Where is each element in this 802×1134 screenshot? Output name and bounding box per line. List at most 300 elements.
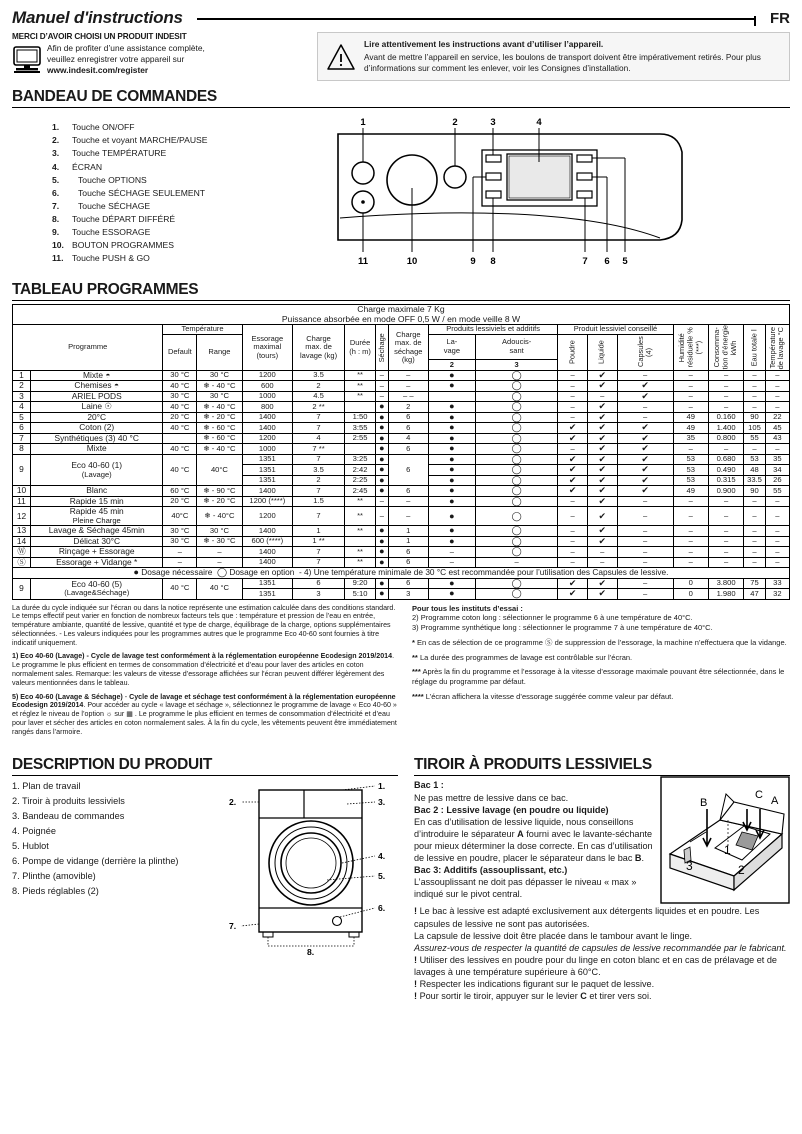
cell-dry-load: 3 xyxy=(388,589,428,600)
cell-spin: 1351 xyxy=(242,465,292,476)
cell-wash-load: 2 xyxy=(293,475,345,486)
filled-circle-icon: ● xyxy=(449,474,455,485)
cell-duration: 5:10 xyxy=(345,589,376,600)
filled-circle-icon: ● xyxy=(449,535,455,546)
cell-humidity: – xyxy=(673,536,708,547)
item-label: Touche DÉPART DIFFÉRÉ xyxy=(72,214,176,225)
cell-softener xyxy=(475,433,557,444)
check-icon: ✔ xyxy=(641,380,649,391)
cell-powder xyxy=(558,475,588,486)
cell-wash-temp: 22 xyxy=(765,412,789,423)
svg-text:2: 2 xyxy=(452,117,458,129)
cell-wash-load: 6 xyxy=(293,578,345,589)
cell-range: 30 °C xyxy=(197,391,242,402)
table-row xyxy=(13,370,790,381)
dry-level-icon: ☼ xyxy=(105,710,113,719)
wool-icon: ☉ xyxy=(104,401,112,412)
open-circle-icon: ◯ xyxy=(511,510,522,521)
description-item-1: 1. Plan de travail xyxy=(12,781,81,792)
cell-wash-detergent xyxy=(428,536,475,547)
filled-circle-icon: ● xyxy=(379,401,385,412)
open-circle-icon: ◯ xyxy=(511,369,522,380)
cell-program-name: Laine ☉ xyxy=(31,402,163,413)
cell-drying xyxy=(376,444,389,455)
check-icon: ✔ xyxy=(568,485,577,496)
cell-softener xyxy=(475,412,557,423)
check-icon: ✔ xyxy=(641,432,649,443)
cell-wash-temp: 26 xyxy=(765,475,789,486)
filled-circle-icon: ● xyxy=(449,577,455,588)
cell-humidity: 0 xyxy=(673,589,708,600)
cell-index: 9 xyxy=(13,578,31,599)
cell-drying xyxy=(376,547,389,558)
check-icon: ✔ xyxy=(598,432,607,443)
filled-circle-icon: ● xyxy=(379,474,385,485)
open-circle-icon: ◯ xyxy=(511,401,522,412)
cell-energy: 0.800 xyxy=(708,433,743,444)
cell-duration: ** xyxy=(345,381,376,392)
th-detergents-group: Produits lessiviels et additifs xyxy=(428,325,558,334)
cell-liquid xyxy=(587,454,617,465)
item-number: 4. xyxy=(52,161,60,172)
programs-table xyxy=(12,304,790,599)
open-circle-icon: ◯ xyxy=(511,474,522,485)
control-panel-item-10 xyxy=(52,239,330,252)
note-star-3: *** Après la fin du programme et l’essorage à la vitesse d’essorage maximale pouvant être sélectionnée, dans le réglage du programme par défaut. xyxy=(412,667,785,687)
cell-index: 11 xyxy=(13,496,31,507)
caption-max-load: Charge maximale 7 Kg xyxy=(13,305,790,315)
description-item-3: 3. Bandeau de commandes xyxy=(12,811,125,822)
cell-default xyxy=(163,433,197,444)
th-num-3: 3 xyxy=(475,359,557,370)
item-number: 8. xyxy=(52,214,60,225)
cell-spin: 1400 xyxy=(242,486,292,497)
cell-humidity: 53 xyxy=(673,475,708,486)
cell-energy: 1.400 xyxy=(708,423,743,434)
check-icon: ✔ xyxy=(641,464,649,475)
divider xyxy=(12,107,790,108)
cell-softener xyxy=(475,536,557,547)
cell-water: 33.5 xyxy=(744,475,766,486)
bullet-4b: et tirer vers soi. xyxy=(586,991,652,1002)
cell-duration xyxy=(345,444,376,455)
cell-dry-load: 1 xyxy=(388,536,428,547)
cell-spin: 1200 (****) xyxy=(242,496,292,507)
open-circle-icon: ◯ xyxy=(511,432,522,443)
cell-program-name: 20°C xyxy=(31,412,163,423)
th-humidity: Humidité résiduelle % (***) xyxy=(673,325,708,370)
cell-energy: 0.315 xyxy=(708,475,743,486)
cell-default: 20 °C xyxy=(163,496,197,507)
cell-water: – xyxy=(744,536,766,547)
item-label: Touche PUSH & GO xyxy=(72,253,150,264)
cell-wash-detergent xyxy=(428,526,475,537)
cell-powder xyxy=(558,454,588,465)
svg-text:1: 1 xyxy=(360,117,366,129)
table-row xyxy=(13,454,790,465)
note-star-1: * En cas de sélection de ce programme Ⓢ de suppression de l’essorage, la machine n’effectuera que la vidange. xyxy=(412,637,787,647)
cell-wash-temp: – xyxy=(765,557,789,568)
cell-default: 40 °C xyxy=(163,444,197,455)
cell-capsules xyxy=(617,475,673,486)
cell-powder xyxy=(558,486,588,497)
check-icon: ✔ xyxy=(641,453,649,464)
cell-range: 40°C xyxy=(197,454,242,486)
filled-circle-icon: ● xyxy=(379,411,385,422)
cell-dry-load: 2 xyxy=(388,402,428,413)
svg-text:B: B xyxy=(700,797,708,810)
item-number: 6. xyxy=(52,187,60,198)
bullet-icon: ! xyxy=(414,906,418,917)
cell-index: 12 xyxy=(13,507,31,526)
cell-program-name: Rapide 45 min Pleine Charge xyxy=(31,507,163,526)
cell-humidity: – xyxy=(673,381,708,392)
bullet-1b: La capsule de lessive doit être placée dans le tambour avant le linge. xyxy=(414,930,693,941)
cell-powder: – xyxy=(558,391,588,402)
cell-wash-detergent xyxy=(428,496,475,507)
cell-index: 7 xyxy=(13,433,31,444)
description-item-7: 7. Plinthe (amovible) xyxy=(12,870,96,881)
cell-humidity: 0 xyxy=(673,578,708,589)
cell-powder: – xyxy=(558,507,588,526)
description-item-2: 2. Tiroir à produits lessiviels xyxy=(12,796,125,807)
svg-text:6.: 6. xyxy=(378,903,386,914)
cell-liquid xyxy=(587,507,617,526)
cell-range: ❄ - 40 °C xyxy=(197,444,242,455)
cell-water: 75 xyxy=(744,578,766,589)
register-line-1: Afin de profiter d’une assistance complète, xyxy=(47,43,205,53)
cell-liquid xyxy=(587,402,617,413)
bac2-title: Bac 2 : Lessive lavage (en poudre ou liquide) xyxy=(414,804,609,815)
cell-wash-temp: 55 xyxy=(765,486,789,497)
cell-water: 47 xyxy=(744,589,766,600)
program-sub: (Lavage) xyxy=(81,469,112,479)
check-icon: ✔ xyxy=(598,401,607,412)
filled-circle-icon: ● xyxy=(449,432,455,443)
cell-water: – xyxy=(744,370,766,381)
cell-liquid xyxy=(587,536,617,547)
th-wash-temp: Température de lavage °C xyxy=(765,325,789,370)
cell-humidity: 53 xyxy=(673,454,708,465)
cell-drying xyxy=(376,526,389,537)
cell-spin: 1351 xyxy=(242,475,292,486)
check-icon: ✔ xyxy=(598,411,607,422)
cell-program-name: Lavage & Séchage 45min xyxy=(31,526,163,537)
filled-circle-icon: ● xyxy=(449,411,455,422)
th-programme: Programme xyxy=(13,325,163,370)
bullet-icon: ! xyxy=(414,979,418,990)
cell-capsules: – xyxy=(617,402,673,413)
cell-index: 1 xyxy=(13,370,31,381)
control-panel-item-8 xyxy=(52,213,330,226)
divider xyxy=(12,300,790,301)
cell-index: 9 xyxy=(13,454,31,486)
cell-default: 30 °C xyxy=(163,536,197,547)
table-row xyxy=(13,391,790,402)
cell-softener xyxy=(475,486,557,497)
cell-liquid xyxy=(587,433,617,444)
cell-capsules: – xyxy=(617,547,673,558)
check-icon: ✔ xyxy=(598,443,607,454)
cell-range: ❄ - 20 °C xyxy=(197,496,242,507)
cell-range: ❄ - 40 °C xyxy=(197,402,242,413)
cell-wash-detergent: – xyxy=(428,557,475,568)
check-icon: ✔ xyxy=(568,577,577,588)
table-row xyxy=(13,381,790,392)
open-circle-icon: ◯ xyxy=(511,588,522,599)
cell-powder: – xyxy=(558,370,588,381)
open-circle-icon: ◯ xyxy=(511,495,522,506)
footnotes xyxy=(12,604,790,742)
cell-duration xyxy=(345,536,376,547)
cell-softener xyxy=(475,402,557,413)
section-title-control-panel: BANDEAU DE COMMANDES xyxy=(12,88,217,106)
filled-circle-icon: ● xyxy=(379,556,385,567)
cell-duration: 2:42 xyxy=(345,465,376,476)
cell-drying: – xyxy=(376,507,389,526)
rinse-icon: Ⓦ xyxy=(17,546,26,557)
cell-duration: ** xyxy=(345,557,376,568)
cell-index xyxy=(13,557,31,568)
table-row xyxy=(13,547,790,558)
cell-drying xyxy=(376,465,389,476)
table-row xyxy=(13,423,790,434)
cell-range: 30 °C xyxy=(197,370,242,381)
th-powder: Poudre xyxy=(558,334,588,370)
register-line-2: veuillez enregistrer votre appareil sur xyxy=(47,54,185,65)
svg-text:A: A xyxy=(771,795,779,808)
dry-icon: ◓ xyxy=(105,369,111,380)
cell-wash-detergent xyxy=(428,391,475,402)
bac3-title: Bac 3: Additifs (assouplissant, etc.) xyxy=(414,865,568,876)
cell-capsules: – xyxy=(617,578,673,589)
filled-circle-icon: ● xyxy=(379,432,385,443)
cell-water: 90 xyxy=(744,486,766,497)
register-title: MERCI D’AVOIR CHOISI UN PRODUIT INDESIT xyxy=(12,32,187,41)
cell-spin: 800 xyxy=(242,402,292,413)
spin-icon: Ⓢ xyxy=(17,556,26,567)
cell-liquid: – xyxy=(587,547,617,558)
cell-spin: 600 xyxy=(242,381,292,392)
check-icon: ✔ xyxy=(598,453,607,464)
cell-humidity: – xyxy=(673,496,708,507)
item-number: 3. xyxy=(52,148,60,159)
filled-circle-icon: ● xyxy=(449,510,455,521)
item-label: Touche OPTIONS xyxy=(78,174,147,185)
filled-circle-icon: ● xyxy=(379,443,385,454)
filled-circle-icon: ● xyxy=(379,525,385,536)
cell-spin: 1200 xyxy=(242,433,292,444)
monitor-icon xyxy=(12,45,42,75)
bullet-1-italic: Assurez-vous de respecter la quantité de capsules de lessive recommandée par le fabricant. xyxy=(414,942,787,953)
filled-circle-icon: ● xyxy=(449,380,455,391)
item-label: Touche SÉCHAGE SEULEMENT xyxy=(78,187,206,198)
cell-index: 8 xyxy=(13,444,31,455)
svg-text:1: 1 xyxy=(724,843,731,858)
cell-dry-load: 1 xyxy=(388,526,428,537)
filled-circle-icon: ● xyxy=(449,443,455,454)
cell-default: – xyxy=(163,557,197,568)
cell-dry-load: 6 xyxy=(388,412,428,423)
cell-spin: 1200 xyxy=(242,370,292,381)
check-icon: ✔ xyxy=(598,495,607,506)
check-icon: ✔ xyxy=(641,485,649,496)
filled-circle-icon: ● xyxy=(449,369,455,380)
cell-energy: – xyxy=(708,496,743,507)
cell-liquid xyxy=(587,370,617,381)
cell-energy: – xyxy=(708,381,743,392)
filled-circle-icon: ● xyxy=(449,525,455,536)
bottom-section xyxy=(12,749,790,1002)
cell-default: 20 °C xyxy=(163,412,197,423)
cell-spin: 1351 xyxy=(242,578,292,589)
cupboard-dry-icon: ▦ xyxy=(126,710,133,719)
cell-dry-load: 6 xyxy=(388,547,428,558)
cell-capsules xyxy=(617,454,673,465)
cell-wash-temp: – xyxy=(765,370,789,381)
cell-wash-detergent: – xyxy=(428,547,475,558)
filled-circle-icon: ● xyxy=(449,401,455,412)
cell-wash-load: 3 xyxy=(293,589,345,600)
check-icon: ✔ xyxy=(598,588,607,599)
cell-capsules: – xyxy=(617,589,673,600)
cell-range: ❄ - 60 °C xyxy=(197,423,242,434)
cell-softener xyxy=(475,589,557,600)
check-icon: ✔ xyxy=(568,453,577,464)
table-row xyxy=(13,402,790,413)
cell-capsules xyxy=(617,444,673,455)
note-eco-washdry: 5) Eco 40-60 (Lavage & Séchage) - Cycle de lavage et séchage test conformément à la réglementation européenne Ecodesign 2019/2014. Pour accéder au cycle « lavage et séchage », sélectionnez le programme de lavage « Eco 40-60 » et réglez le niveau de l’option ☼ sur ▦ . Le programme le plus efficient en termes de consommation d’électricité et d’eau pour laver et sécher des articles en coton normalement sales. À la fin du cycle, les vêtements peuvent être immédiatement rangés dans l’armoire. xyxy=(12,692,397,736)
open-circle-icon: ◯ xyxy=(511,577,522,588)
cell-humidity: 35 xyxy=(673,433,708,444)
th-range: Range xyxy=(197,334,242,370)
cell-wash-load: 4 xyxy=(293,433,345,444)
cell-humidity: – xyxy=(673,557,708,568)
cell-energy: – xyxy=(708,547,743,558)
cell-drying: – xyxy=(376,370,389,381)
control-panel-item-2 xyxy=(52,134,330,147)
drawer-bullets xyxy=(414,905,790,1002)
svg-text:8.: 8. xyxy=(307,947,315,957)
cell-duration: 1:50 xyxy=(345,412,376,423)
cell-wash-detergent xyxy=(428,475,475,486)
cell-wash-temp: 33 xyxy=(765,578,789,589)
cell-powder xyxy=(558,465,588,476)
note-star-2: ** La durée des programmes de lavage est contrôlable sur l’écran. xyxy=(412,652,633,662)
cell-wash-temp: – xyxy=(765,444,789,455)
detergent-drawer-section xyxy=(414,749,790,1002)
cell-liquid xyxy=(587,496,617,507)
cell-powder: – xyxy=(558,526,588,537)
cell-dry-load: 6 xyxy=(388,423,428,434)
cell-spin: 1400 xyxy=(242,423,292,434)
cell-capsules: – xyxy=(617,496,673,507)
cell-water: – xyxy=(744,547,766,558)
check-icon: ✔ xyxy=(598,510,607,521)
cell-wash-temp: – xyxy=(765,526,789,537)
warning-text xyxy=(364,39,781,73)
cell-water: – xyxy=(744,391,766,402)
control-panel-list xyxy=(12,121,330,266)
cell-wash-load: 1 ** xyxy=(293,536,345,547)
cell-humidity: 53 xyxy=(673,465,708,476)
warning-body: Avant de mettre l’appareil en service, les boulons de transport doivent être impérativement retirés. Pour plus d’informations sur comment les enlever, voir les Consignes d’installation. xyxy=(364,51,761,73)
item-label: Touche SÉCHAGE xyxy=(78,200,151,211)
cell-wash-load: 2 xyxy=(293,381,345,392)
table-header-row-1 xyxy=(13,325,790,334)
item-number: 5. xyxy=(52,174,60,185)
bullet-4a: Pour sortir le tiroir, appuyer sur le levier xyxy=(419,991,581,1002)
language-code: FR xyxy=(770,9,790,27)
filled-circle-icon: ● xyxy=(379,577,385,588)
cell-drying xyxy=(376,412,389,423)
cell-spin: 1400 xyxy=(242,412,292,423)
cell-wash-load: 7 xyxy=(293,454,345,465)
cell-wash-load: 7 xyxy=(293,547,345,558)
cell-liquid xyxy=(587,526,617,537)
cell-index: 4 xyxy=(13,402,31,413)
cell-water: 90 xyxy=(744,412,766,423)
item-label: Touche ESSORAGE xyxy=(72,227,151,238)
cell-program-name: Chemises ◓ xyxy=(31,381,163,392)
cell-energy: 0.900 xyxy=(708,486,743,497)
cell-humidity: – xyxy=(673,547,708,558)
cell-dry-load: 6 xyxy=(388,454,428,486)
cell-spin: 1400 xyxy=(242,557,292,568)
caption-power: Puissance absorbée en mode OFF 0,5 W / en mode veille 8 W xyxy=(13,315,790,325)
cell-spin: 600 (****) xyxy=(242,536,292,547)
cell-capsules xyxy=(617,433,673,444)
cell-wash-detergent xyxy=(428,578,475,589)
cell-humidity: – xyxy=(673,370,708,381)
cell-program-name: Synthétiques (3) 40 °C xyxy=(31,433,163,444)
item-number: 9. xyxy=(52,227,60,238)
cell-humidity: – xyxy=(673,402,708,413)
check-icon: ✔ xyxy=(598,474,607,485)
cell-duration: ** xyxy=(345,496,376,507)
cell-wash-detergent xyxy=(428,402,475,413)
cell-water: 48 xyxy=(744,465,766,476)
warning-box xyxy=(317,32,790,81)
svg-text:1.: 1. xyxy=(378,781,386,792)
svg-text:3.: 3. xyxy=(378,797,386,808)
cell-wash-load: 4.5 xyxy=(293,391,345,402)
cell-index: 2 xyxy=(13,381,31,392)
cell-drying: – xyxy=(376,496,389,507)
control-panel-item-7 xyxy=(52,200,330,213)
svg-text:9: 9 xyxy=(470,256,476,268)
table-row xyxy=(13,486,790,497)
cell-energy: – xyxy=(708,391,743,402)
cell-duration: 9:20 xyxy=(345,578,376,589)
table-row xyxy=(13,412,790,423)
cell-liquid: – xyxy=(587,391,617,402)
cell-powder xyxy=(558,433,588,444)
cell-softener xyxy=(475,507,557,526)
cell-range: ❄ - 40 °C xyxy=(197,381,242,392)
item-label: ÉCRAN xyxy=(72,161,103,172)
cell-water: – xyxy=(744,526,766,537)
cell-program-name: Coton (2) xyxy=(31,423,163,434)
cell-wash-detergent xyxy=(428,444,475,455)
cell-dry-load: 4 xyxy=(388,433,428,444)
cell-humidity: – xyxy=(673,526,708,537)
cell-duration: 2:55 xyxy=(345,433,376,444)
cell-liquid: – xyxy=(587,557,617,568)
th-default: Default xyxy=(163,334,197,370)
filled-circle-icon: ● xyxy=(379,453,385,464)
control-panel-item-1 xyxy=(52,121,330,134)
